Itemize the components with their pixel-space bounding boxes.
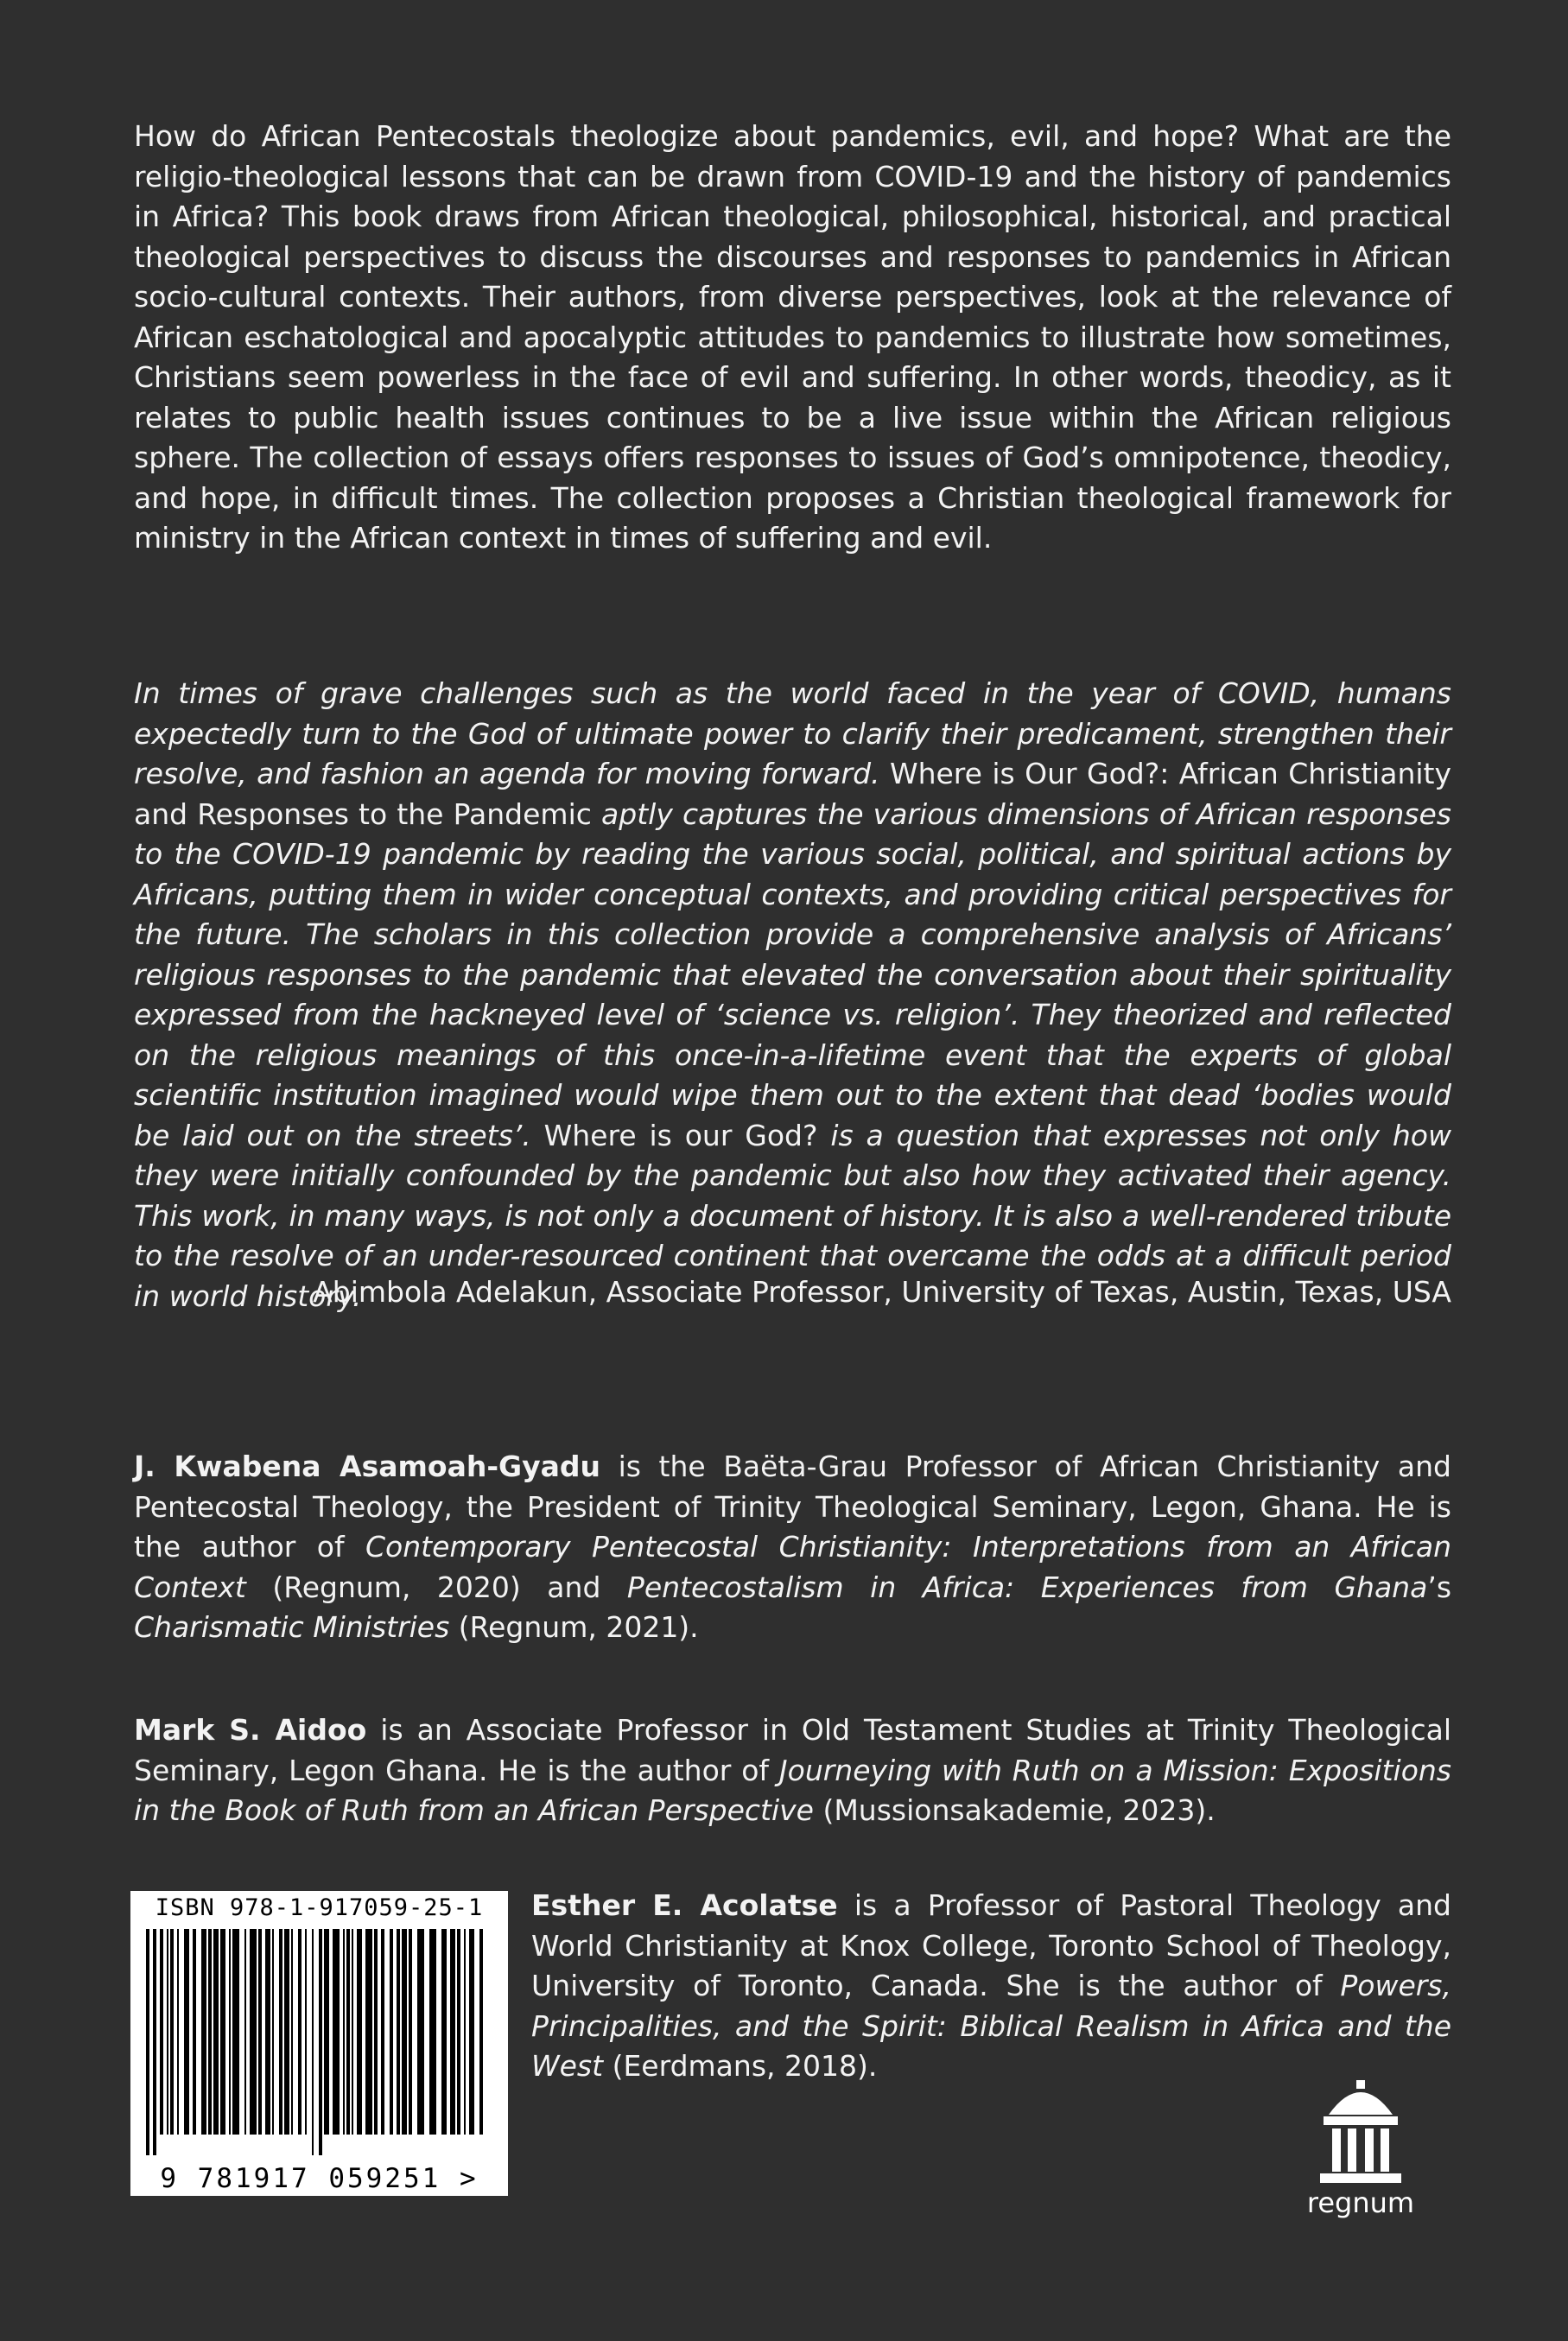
- barcode-bar: [229, 1929, 231, 2135]
- author-name: Mark S. Aidoo: [134, 1713, 367, 1747]
- bio-text: (Eerdmans, 2018).: [603, 2049, 878, 2083]
- barcode-bar: [469, 1929, 474, 2135]
- bio-text: (Regnum, 2021).: [449, 1610, 699, 1644]
- book-title: Charismatic Ministries: [134, 1610, 450, 1644]
- barcode-bar: [201, 1929, 206, 2135]
- book-title: Contemporary Pentecostal Christianity: Interpretations from an African Context: [134, 1530, 1451, 1604]
- barcode-bar: [352, 1929, 353, 2135]
- publisher-name: regnum: [1306, 2186, 1415, 2219]
- barcode-bar: [279, 1929, 282, 2135]
- barcode-bar: [450, 1929, 455, 2135]
- endorsement-text: is a question that expresses not only how they were initially confounded by the pandemic but also how they activated their agency. This work, in many ways, is not only a document of history. It is also a well-rendered tribute to the resolve of an under-resourced continent that overcame the odds at a difficult period in world history.: [134, 1118, 1451, 1313]
- endorsement-quote: [134, 674, 1451, 1316]
- book-title: Journeying with Ruth on a Mission: Expositions in the Book of Ruth from an African Perspective: [134, 1753, 1451, 1827]
- author-bio: [134, 1710, 1451, 1831]
- barcode-bar: [177, 1929, 179, 2135]
- isbn-label: ISBN 978-1-917059-25-1: [155, 1894, 484, 1921]
- barcode-bar: [390, 1929, 393, 2135]
- bio-text: (Regnum, 2020) and: [245, 1570, 627, 1604]
- barcode-bar: [464, 1929, 466, 2135]
- endorsement-short-title: Where is our God?: [543, 1118, 818, 1152]
- barcode-bar: [305, 1929, 307, 2135]
- barcode-bar: [208, 1929, 212, 2135]
- bio-text: is a Professor of Pastoral Theology and World Christianity at Knox College, Toronto School of Theology, University of Toronto, Canada. She is the author of: [531, 1888, 1451, 2002]
- bio-text: is an Associate Professor in Old Testament Studies at Trinity Theological Seminary, Legon Ghana. He is the author of: [134, 1713, 1451, 1787]
- barcode-bar: [244, 1929, 246, 2135]
- barcode-bar: [374, 1929, 378, 2135]
- barcode-bar: [381, 1929, 384, 2135]
- endorsement-attribution: Abimbola Adelakun, Associate Professor, University of Texas, Austin, Texas, USA: [313, 1275, 1451, 1309]
- author-bio: [531, 1886, 1451, 2087]
- barcode-bar: [160, 1929, 163, 2135]
- barcode-bar: [213, 1929, 219, 2135]
- barcode-bar: [153, 1929, 156, 2155]
- barcode-bar: [417, 1929, 424, 2135]
- endorsement-book-title: Where is Our God?: African Christianity and Responses to the Pandemic: [134, 757, 1451, 831]
- barcode-bar: [184, 1929, 189, 2135]
- barcode-bar: [402, 1929, 407, 2135]
- barcode-bar: [324, 1929, 329, 2135]
- barcode-bar: [146, 1929, 149, 2155]
- book-title: Powers, Principalities, and the Spirit: Biblical Realism in Africa and the West: [531, 1969, 1451, 2083]
- book-title: Pentecostalism in Africa: Experiences from Ghana: [626, 1570, 1428, 1604]
- barcode-bar: [333, 1929, 340, 2135]
- barcode-bar: [312, 1929, 314, 2155]
- barcode-bar: [357, 1929, 362, 2135]
- isbn-barcode: [130, 1891, 508, 2196]
- barcode-bar: [167, 1929, 168, 2135]
- author-bio: [134, 1447, 1451, 1648]
- regnum-building-icon: [1313, 2080, 1408, 2197]
- barcode-bar: [319, 1929, 322, 2155]
- blurb-paragraph: How do African Pentecostals theologize about pandemics, evil, and hope? What are the religio-theological lessons that can be drawn from COVID-19 and the history of pandemics in Africa? This book draws from African theological, philosophical, historical, and practical theological perspectives to discuss the discourses and responses to pandemics in African socio-cultural contexts. Their authors, from diverse perspectives, look at the relevance of African eschatological and apocalyptic attitudes to pandemics to illustrate how sometimes, Christians seem powerless in the face of evil and suffering. In other words, theodicy, as it relates to public health issues continues to be a live issue within the African religious sphere. The collection of essays offers responses to issues of God’s omnipotence, theodicy, and hope, in difficult times. The collection proposes a Christian theological framework for ministry in the African context in times of suffering and evil.: [134, 119, 1451, 555]
- barcode-bar: [343, 1929, 345, 2135]
- bio-text: is the Baëta-Grau Professor of African Christianity and Pentecostal Theology, the President of Trinity Theological Seminary, Legon, Ghana. He is the author of: [134, 1450, 1451, 1564]
- barcode-bar: [397, 1929, 400, 2135]
- barcode-bar: [479, 1929, 483, 2135]
- barcode-bar: [409, 1929, 412, 2135]
- barcode-bar: [220, 1929, 225, 2135]
- barcode-bar: [272, 1929, 274, 2135]
- bio-text: ’s: [1427, 1570, 1452, 1604]
- barcode-bar: [258, 1929, 262, 2135]
- barcode-bar: [265, 1929, 270, 2135]
- barcode-bar: [346, 1929, 350, 2135]
- barcode-bar: [441, 1929, 447, 2135]
- barcode-bar: [365, 1929, 372, 2135]
- bio-text: (Mussionsakademie, 2023).: [813, 1793, 1216, 1827]
- barcode-bar: [170, 1929, 174, 2135]
- barcode-bar: [284, 1929, 289, 2135]
- barcode-bar: [298, 1929, 302, 2135]
- barcode-bar: [291, 1929, 293, 2135]
- barcode-bar: [250, 1929, 257, 2135]
- barcode-bar: [193, 1929, 196, 2135]
- author-name: Esther E. Acolatse: [531, 1888, 838, 1922]
- barcode-bar: [429, 1929, 436, 2135]
- author-name: J. Kwabena Asamoah-Gyadu: [134, 1450, 601, 1483]
- endorsement-text: In times of grave challenges such as the world faced in the year of COVID, humans expectedly turn to the God of ultimate power to clarify their predicament, strengthen their resolve, and fashion an agenda for moving forward.: [134, 676, 1451, 790]
- endorsement-text: aptly captures the various dimensions of African responses to the COVID-19 pandemic by reading the various social, political, and spiritual actions by Africans, putting them in wider conceptual contexts, and providing critical perspectives for the future. The scholars in this collection provide a comprehensive analysis of Africans’ religious responses to the pandemic that elevated the conversation about their spirituality expressed from the hackneyed level of ‘science vs. religion’. They theorized and reflected on the religious meanings of this once-in-a-lifetime event that the experts of global scientific institution imagined would wipe them out to the extent that dead ‘bodies would be laid out on the streets’.: [134, 796, 1452, 1152]
- barcode-bar: [457, 1929, 460, 2135]
- ean-digits: 9 781917 059251 >: [160, 2163, 479, 2194]
- barcode-bars: [146, 1929, 492, 2160]
- barcode-bar: [232, 1929, 239, 2135]
